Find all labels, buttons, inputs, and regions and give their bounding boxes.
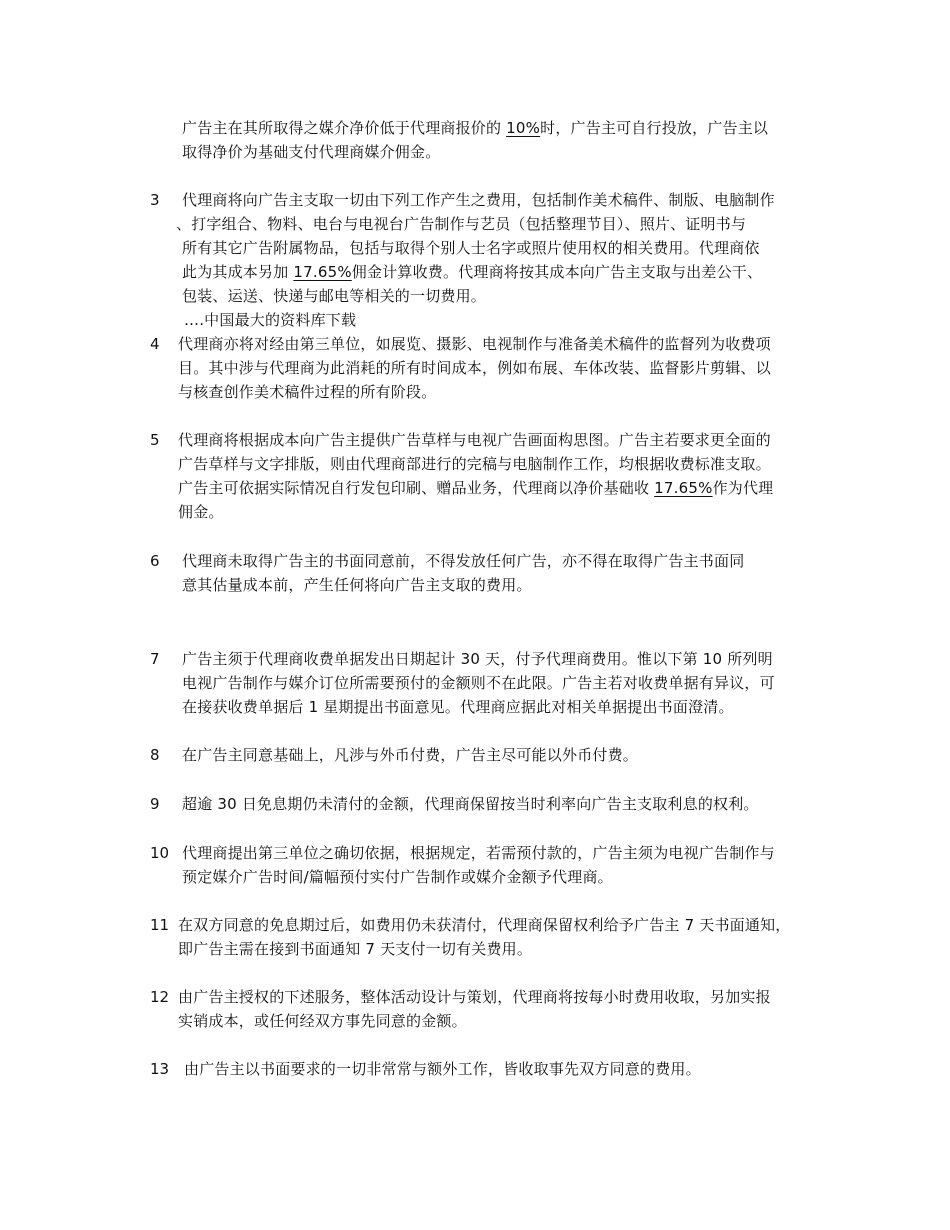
item-8-number: 8 — [150, 746, 160, 764]
item-11-number: 11 — [150, 916, 170, 934]
item-5-line-4: 佣金。 — [178, 503, 224, 521]
item-11-line-1: 在双方同意的免息期过后，如费用仍未获清付，代理商保留权利给予广告主 7 天书面通知， — [178, 916, 791, 934]
item-3-footer-note: ….中国最大的资料库下载 — [184, 311, 357, 329]
item-3-line-3: 所有其它广告附属物品，包括与取得个别人士名字或照片使用权的相关费用。代理商依 — [182, 239, 760, 257]
item-7-number: 7 — [150, 650, 160, 668]
item-6-number: 6 — [150, 552, 160, 570]
intro-line-1: 广告主在其所取得之媒介净价低于代理商报价的 10%时，广告主可自行投放，广告主以 — [182, 119, 769, 137]
intro-line-2: 取得净价为基础支付代理商媒介佣金。 — [182, 143, 441, 161]
item-7-line-2: 电视广告制作与媒介订位所需要预付的金额则不在此限。广告主若对收费单据有异议，可 — [182, 674, 775, 692]
item-5-number: 5 — [150, 431, 160, 449]
item-7-line-3: 在接获收费单据后 1 星期提出书面意见。代理商应据此对相关单据提出书面澄清。 — [182, 698, 734, 716]
item-4-line-3: 与核查创作美术稿件过程的所有阶段。 — [178, 383, 437, 401]
item-13-line-1: 由广告主以书面要求的一切非常常与额外工作，皆收取事先双方同意的费用。 — [184, 1060, 701, 1078]
item-11-line-2: 即广告主需在接到书面通知 7 天支付一切有关费用。 — [178, 940, 533, 958]
item-3-number: 3 — [150, 191, 160, 209]
item-5-line-3: 广告主可依据实际情况自行发包印刷、赠品业务，代理商以净价基础收 17.65%作为代理 — [178, 479, 774, 497]
item-8-line-1: 在广告主同意基础上，凡涉与外币付费，广告主尽可能以外币付费。 — [182, 746, 639, 764]
item-10-line-2: 预定媒介广告时间/篇幅预付实付广告制作或媒介金额予代理商。 — [182, 868, 613, 886]
item-7-line-1: 广告主须于代理商收费单据发出日期起计 30 天，付予代理商费用。惟以下第 10 所列明 — [182, 650, 773, 668]
item-3-line-2: 、打字组合、物料、电台与电视台广告制作与艺员（包括整理节目）、照片、证明书与 — [176, 215, 747, 233]
item-3-line-1: 代理商将向广告主支取一切由下列工作产生之费用，包括制作美术稿件、制版、电脑制作 — [182, 191, 775, 209]
item-12-line-2: 实销成本，或任何经双方事先同意的金额。 — [178, 1012, 467, 1030]
intro-percent: 10% — [506, 119, 541, 137]
item-5-line-2: 广告草样与文字排版，则由代理商部进行的完稿与电脑制作工作，均根据收费标准支取。 — [178, 455, 771, 473]
item-12-line-1: 由广告主授权的下述服务，整体活动设计与策划，代理商将按每小时费用收取，另加实报 — [178, 988, 771, 1006]
item-4-line-1: 代理商亦将对经由第三单位，如展览、摄影、电视制作与准备美术稿件的监督列为收费项 — [178, 335, 771, 353]
item-9-number: 9 — [150, 795, 160, 813]
item-6-line-1: 代理商未取得广告主的书面同意前，不得发放任何广告，亦不得在取得广告主书面同 — [182, 552, 745, 570]
item-4-line-2: 目。其中涉与代理商为此消耗的所有时间成本，例如布展、车体改装、监督影片剪辑、以 — [178, 359, 771, 377]
item-5-line-1: 代理商将根据成本向广告主提供广告草样与电视广告画面构思图。广告主若要求更全面的 — [178, 431, 771, 449]
item-3-line-4: 此为其成本另加 17.65%佣金计算收费。代理商将按其成本向广告主支取与出差公干、 — [182, 263, 763, 281]
item-6-line-2: 意其估量成本前，产生任何将向广告主支取的费用。 — [182, 576, 532, 594]
item-5-percent: 17.65% — [654, 479, 713, 497]
item-10-number: 10 — [150, 844, 170, 862]
item-3-line-5: 包装、运送、快递与邮电等相关的一切费用。 — [182, 287, 487, 305]
item-13-number: 13 — [150, 1060, 170, 1078]
item-3-percent: 17.65% — [293, 263, 352, 281]
item-4-number: 4 — [150, 335, 160, 353]
item-9-line-1: 超逾 30 日免息期仍未清付的金额，代理商保留按当时利率向广告主支取利息的权利。 — [182, 795, 759, 813]
item-10-line-1: 代理商提出第三单位之确切依据，根据规定，若需预付款的，广告主须为电视广告制作与 — [182, 844, 775, 862]
item-12-number: 12 — [150, 988, 170, 1006]
